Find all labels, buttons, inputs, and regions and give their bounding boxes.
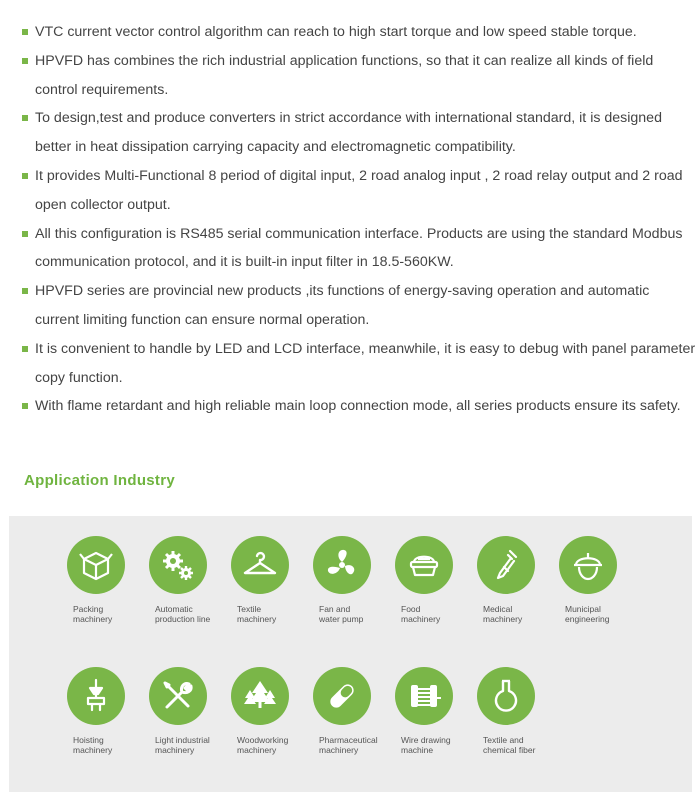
industry-label: Hoisting machinery xyxy=(73,735,113,755)
industry-item-fan[interactable] xyxy=(313,536,397,624)
gears-icon xyxy=(149,536,207,594)
industry-item-woodworking[interactable] xyxy=(231,667,315,755)
dropper-icon xyxy=(477,536,535,594)
industry-label: Packing machinery xyxy=(73,604,113,624)
fan-icon xyxy=(313,536,371,594)
industry-label: Light industrial machinery xyxy=(155,735,210,755)
industry-label: Pharmaceutical machinery xyxy=(319,735,378,755)
feature-item xyxy=(20,47,696,105)
bullet-square-icon xyxy=(22,231,28,237)
industry-item-hoisting[interactable] xyxy=(67,667,151,755)
industry-label: Wire drawing machine xyxy=(401,735,451,755)
feature-text: HPVFD has combines the rich industrial application functions, so that it can realize all kinds of field control requirements. xyxy=(35,52,654,98)
capsule-icon xyxy=(313,667,371,725)
industry-item-textile-chemical[interactable] xyxy=(477,667,561,755)
feature-list xyxy=(20,18,696,421)
industry-label: Food machinery xyxy=(401,604,441,624)
feature-item xyxy=(20,104,696,162)
industry-item-light-industrial[interactable] xyxy=(149,667,233,755)
bullet-square-icon xyxy=(22,403,28,409)
tools-icon xyxy=(149,667,207,725)
feature-item xyxy=(20,277,696,335)
food-container-icon xyxy=(395,536,453,594)
industry-label: Fan and water pump xyxy=(319,604,364,624)
bullet-square-icon xyxy=(22,58,28,64)
trees-icon xyxy=(231,667,289,725)
wire-spool-icon xyxy=(395,667,453,725)
bullet-square-icon xyxy=(22,346,28,352)
industry-item-food[interactable] xyxy=(395,536,479,624)
industry-label: Textile and chemical fiber xyxy=(483,735,536,755)
industry-label: Municipal engineering xyxy=(565,604,610,624)
industry-label: Woodworking machinery xyxy=(237,735,289,755)
feature-text: VTC current vector control algorithm can reach to high start torque and low speed stable torque. xyxy=(35,24,637,40)
feature-text: It provides Multi-Functional 8 period of digital input, 2 road analog input , 2 road relay output and 2 road open collector output. xyxy=(35,167,683,213)
crane-hook-icon xyxy=(67,667,125,725)
industry-label: Medical machinery xyxy=(483,604,523,624)
feature-text: All this configuration is RS485 serial communication interface. Products are using the standard Modbus communication protocol, and it is built-in input filter in 18.5-560KW. xyxy=(35,225,683,271)
flask-icon xyxy=(477,667,535,725)
industry-item-wire-drawing[interactable] xyxy=(395,667,479,755)
feature-text: HPVFD series are provincial new products ,its functions of energy-saving operation and automatic current limiting function can ensure normal operation. xyxy=(35,283,650,328)
bullet-square-icon xyxy=(22,288,28,294)
feature-item xyxy=(20,18,696,47)
feature-item xyxy=(20,335,696,393)
feature-text: With flame retardant and high reliable main loop connection mode, all series products ensure its safety. xyxy=(35,398,681,415)
feature-item xyxy=(20,162,696,220)
bullet-square-icon xyxy=(22,173,28,179)
hardhat-icon xyxy=(559,536,617,594)
feature-item xyxy=(20,392,696,421)
industry-item-municipal[interactable] xyxy=(559,536,643,624)
feature-item xyxy=(20,220,696,278)
industry-item-packing[interactable] xyxy=(67,536,151,624)
industry-item-pharmaceutical[interactable] xyxy=(313,667,397,755)
industry-label: Textile machinery xyxy=(237,604,277,624)
section-title: Application Industry xyxy=(24,472,176,489)
industry-label: Automatic production line xyxy=(155,604,211,624)
bullet-square-icon xyxy=(22,29,28,35)
industry-panel xyxy=(9,516,692,792)
industry-item-textile[interactable] xyxy=(231,536,315,624)
boxes-icon xyxy=(67,536,125,594)
industry-item-medical[interactable] xyxy=(477,536,561,624)
industry-item-automatic[interactable] xyxy=(149,536,233,624)
feature-text: It is convenient to handle by LED and LCD interface, meanwhile, it is easy to debug with panel parameter copy function. xyxy=(35,340,696,386)
feature-text: To design,test and produce converters in strict accordance with international standard, it is designed better in heat dissipation carrying capacity and electromagnetic compatibility. xyxy=(35,110,662,156)
hanger-icon xyxy=(231,536,289,594)
bullet-square-icon xyxy=(22,115,28,121)
